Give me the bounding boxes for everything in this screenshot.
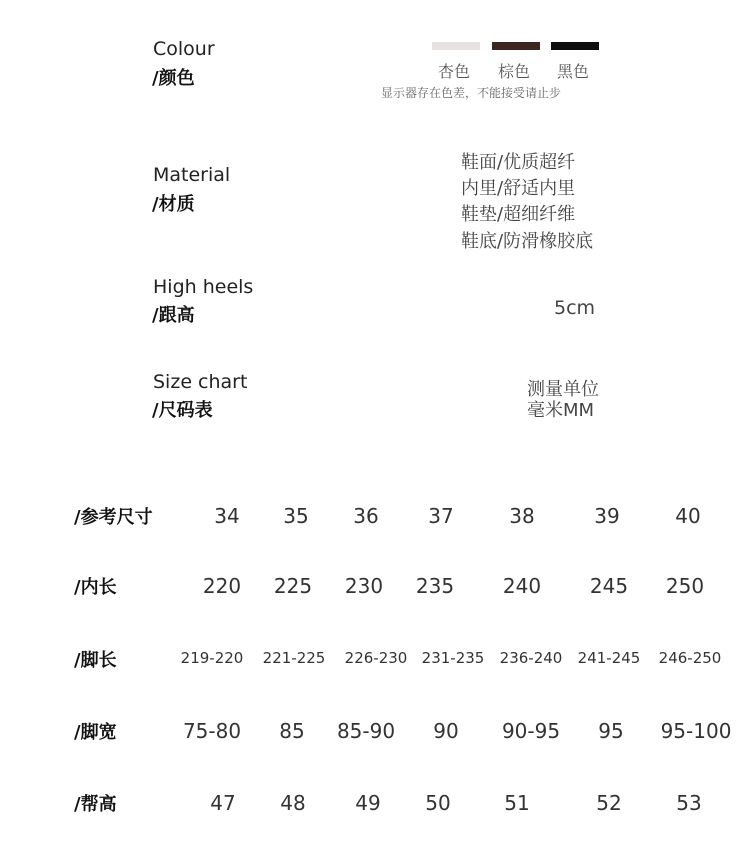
heels-value: 5cm [554,297,596,319]
heels-label-en: High heels [153,276,254,298]
material-line-lining: 内里/舒适内里 [461,178,576,199]
table-cell-foot-length: 236-240 [499,649,563,667]
table-cell-upper-height: 53 [676,791,702,815]
table-cell-foot-length: 219-220 [180,649,244,667]
material-line-sole: 鞋底/防滑橡胶底 [461,231,594,252]
table-cell-inner-length: 240 [502,574,542,598]
table-cell-foot-length: 226-230 [344,649,408,667]
table-cell-foot-width: 90-95 [501,719,561,743]
colour-label-cn: /颜色 [152,68,195,89]
table-cell-inner-length: 245 [589,574,629,598]
swatch-label-apricot: 杏色 [438,62,471,81]
table-cell-reference-size: 37 [428,504,454,528]
table-cell-upper-height: 47 [210,791,236,815]
table-cell-foot-width: 85-90 [336,719,396,743]
row-label-inner-length: /内长 [74,577,117,598]
table-cell-upper-height: 48 [280,791,306,815]
table-cell-inner-length: 220 [202,574,242,598]
table-cell-reference-size: 35 [283,504,309,528]
swatch-brown [492,42,540,50]
table-cell-foot-length: 246-250 [658,649,722,667]
table-cell-foot-width: 95-100 [660,719,732,743]
table-cell-upper-height: 51 [504,791,530,815]
table-cell-reference-size: 39 [594,504,620,528]
swatch-label-brown: 棕色 [498,62,531,81]
heels-label-cn: /跟高 [152,305,195,326]
swatch-label-black: 黑色 [557,62,590,81]
row-label-upper-height: /帮高 [74,794,117,815]
table-cell-foot-length: 221-225 [262,649,326,667]
swatch-apricot [432,42,480,50]
table-cell-upper-height: 52 [596,791,622,815]
table-cell-reference-size: 38 [509,504,535,528]
table-cell-upper-height: 49 [355,791,381,815]
table-cell-foot-length: 231-235 [421,649,485,667]
table-cell-inner-length: 225 [273,574,313,598]
material-line-insole: 鞋垫/超细纤维 [461,204,576,225]
table-cell-inner-length: 250 [665,574,705,598]
table-cell-inner-length: 230 [344,574,384,598]
row-label-reference-size: /参考尺寸 [74,507,153,528]
material-line-upper: 鞋面/优质超纤 [461,152,576,173]
table-cell-foot-width: 95 [598,719,624,743]
material-label-cn: /材质 [152,194,195,215]
table-cell-inner-length: 235 [415,574,455,598]
swatch-black [551,42,599,50]
table-cell-foot-width: 75-80 [182,719,242,743]
colour-label-en: Colour [153,38,215,60]
material-label-en: Material [153,164,231,186]
row-label-foot-width: /脚宽 [74,722,117,743]
size-chart-label-cn: /尺码表 [152,400,213,421]
table-cell-reference-size: 40 [675,504,701,528]
size-chart-label-en: Size chart [153,371,248,393]
table-cell-foot-width: 90 [433,719,459,743]
unit-line-2: 毫米MM [527,400,595,421]
row-label-foot-length: /脚长 [74,650,117,671]
unit-line-1: 测量单位 [527,379,599,400]
table-cell-reference-size: 36 [353,504,379,528]
table-cell-foot-width: 85 [279,719,305,743]
colour-note: 显示器存在色差，不能接受请止步 [381,86,562,100]
table-cell-upper-height: 50 [425,791,451,815]
table-cell-foot-length: 241-245 [577,649,641,667]
table-cell-reference-size: 34 [214,504,240,528]
